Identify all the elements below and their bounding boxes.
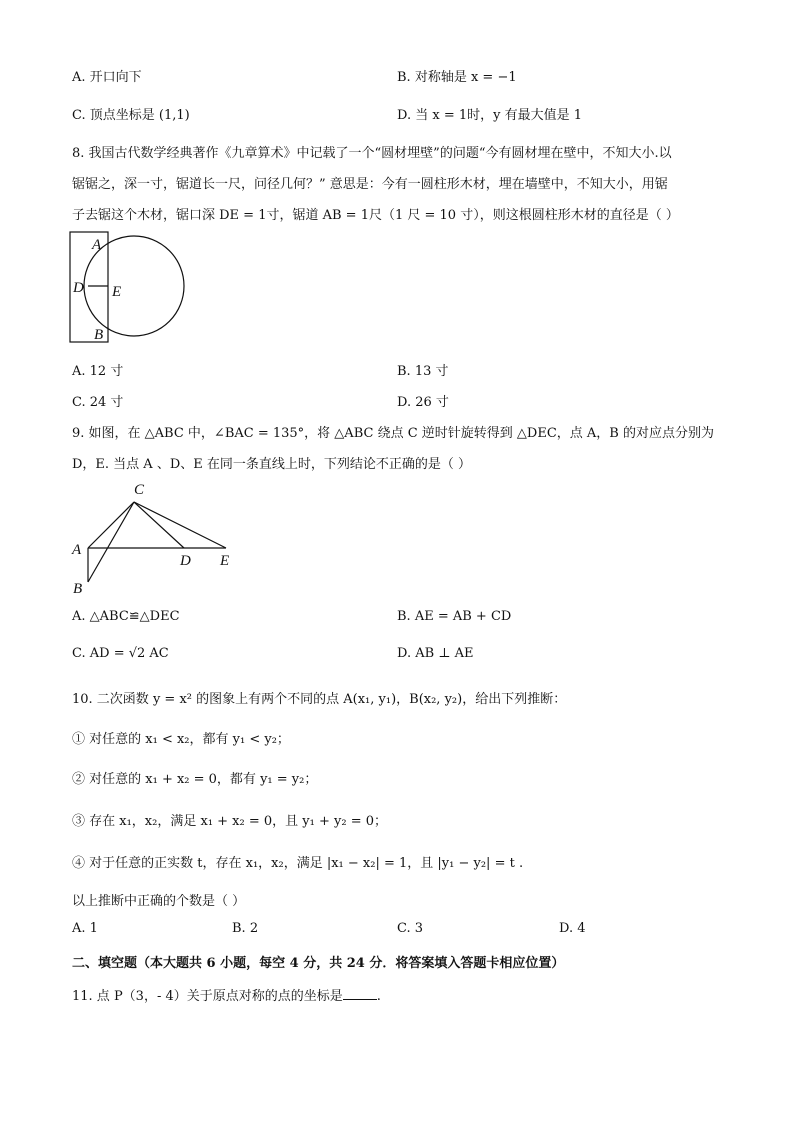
q9-stem-line-1: 9. 如图，在 △ABC 中，∠BAC = 135°，将 △ABC 绕点 C 逆时针旋转得到 △DEC，点 A，B 的对应点分别为: [72, 426, 714, 441]
label-e: E: [112, 284, 122, 300]
q10-option-c: C. 3: [397, 921, 424, 936]
segment-cd: [134, 502, 184, 548]
label-c: C: [134, 482, 145, 498]
q8-option-a: A. 12 寸: [72, 364, 124, 379]
q11-end: .: [376, 989, 381, 1004]
q10-option-d: D. 4: [559, 921, 586, 936]
q8-stem-line-2: 锯锯之，深一寸，锯道长一尺，问径几何？” 意思是：今有一圆柱形木材，埋在墙壁中，不知大小，用锯: [72, 177, 668, 192]
q10-statement-1: ① 对任意的 x₁ < x₂，都有 y₁ < y₂；: [72, 732, 290, 747]
section-2-heading: 二、填空题（本大题共 6 小题，每空 4 分，共 24 分．将答案填入答题卡相应位置）: [72, 956, 565, 971]
q10-option-a: A. 1: [72, 921, 98, 936]
label-a: A: [72, 542, 82, 558]
q9-option-a: A. △ABC≌△DEC: [72, 609, 180, 624]
q9-option-c: C. AD = √2 AC: [72, 646, 169, 661]
q7-option-b: B. 对称轴是 x = −1: [397, 70, 517, 85]
label-d: D: [180, 553, 191, 569]
q10-stem: 10. 二次函数 y = x² 的图象上有两个不同的点 A(x₁, y₁)，B(x₂, y₂)，给出下列推断：: [72, 692, 567, 707]
q10-statement-4: ④ 对于任意的正实数 t，存在 x₁，x₂，满足 |x₁ − x₂| = 1，且 |y₁ − y₂| = t .: [72, 856, 524, 871]
q11-answer-blank: [343, 987, 377, 1000]
segment-bc: [88, 502, 134, 582]
q10-statement-3: ③ 存在 x₁，x₂，满足 x₁ + x₂ = 0，且 y₁ + y₂ = 0；: [72, 814, 387, 829]
q10-option-b: B. 2: [232, 921, 259, 936]
q8-option-d: D. 26 寸: [397, 395, 449, 410]
q9-option-d: D. AB ⊥ AE: [397, 646, 474, 661]
q11-text: 11. 点 P（3，- 4）关于原点对称的点的坐标是: [72, 989, 343, 1004]
q8-figure-circle-in-wall: [68, 228, 192, 346]
q7-option-d: D. 当 x = 1时，y 有最大值是 1: [397, 108, 582, 123]
q9-stem-line-2: D，E. 当点 A 、D、E 在同一条直线上时，下列结论不正确的是（ ）: [72, 457, 472, 472]
label-b: B: [94, 327, 104, 343]
segment-ce: [134, 502, 226, 548]
q8-option-c: C. 24 寸: [72, 395, 124, 410]
q10-statement-2: ② 对任意的 x₁ + x₂ = 0，都有 y₁ = y₂；: [72, 772, 318, 787]
q11-line: [72, 985, 381, 1004]
q7-option-a: A. 开口向下: [72, 70, 142, 85]
label-e: E: [220, 553, 230, 569]
label-a: A: [92, 237, 102, 253]
q8-option-b: B. 13 寸: [397, 364, 449, 379]
q9-figure-rotated-triangles: [68, 478, 248, 598]
q10-question: 以上推断中正确的个数是（ ）: [72, 894, 246, 909]
label-b: B: [73, 581, 83, 597]
label-d: D: [73, 280, 84, 296]
q8-stem-line-3: 子去锯这个木材，锯口深 DE = 1寸，锯道 AB = 1尺（1 尺 = 10 寸），则这根圆柱形木材的直径是（ ）: [72, 208, 679, 223]
q8-stem-line-1: 8. 我国古代数学经典著作《九章算术》中记载了一个“圆材埋壁”的问题“今有圆材埋在壁中，不知大小.以: [72, 146, 672, 161]
q9-option-b: B. AE = AB + CD: [397, 609, 512, 624]
q7-option-c: C. 顶点坐标是 (1,1): [72, 108, 190, 123]
